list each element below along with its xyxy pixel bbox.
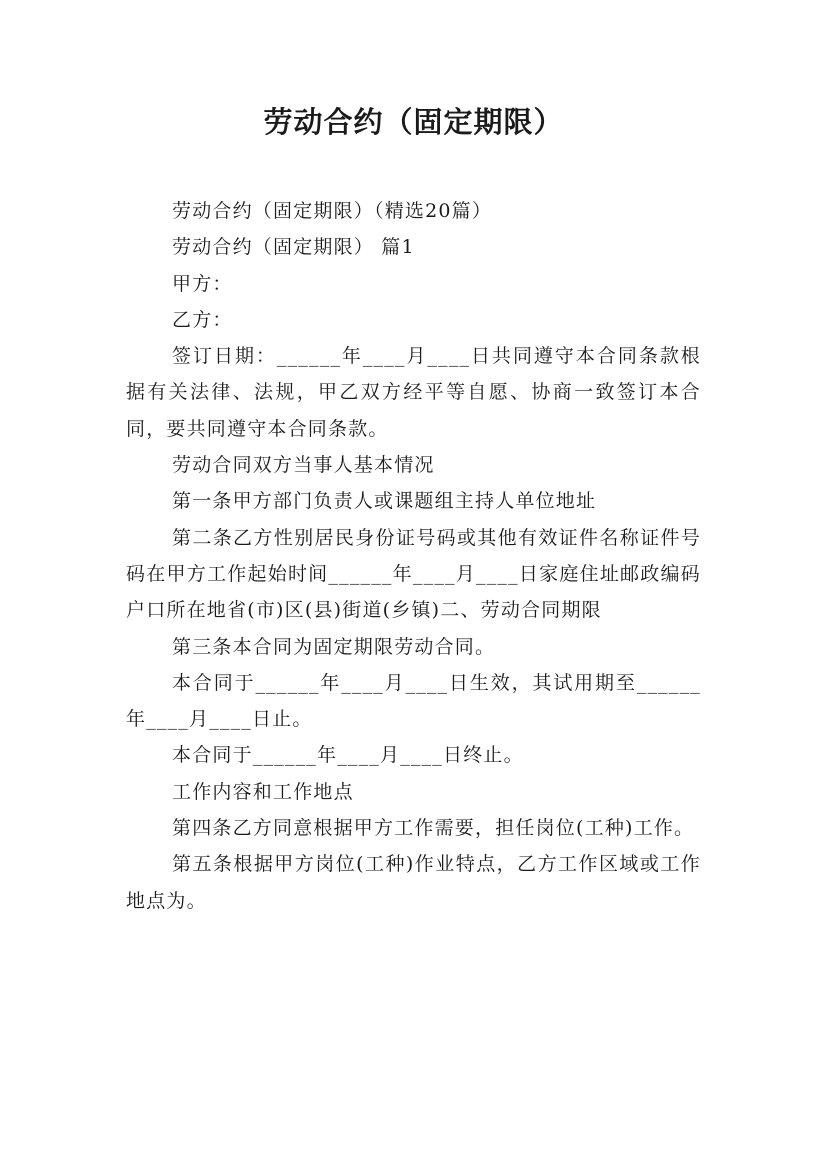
paragraph-basic-info-heading: 劳动合同双方当事人基本情况 [172, 454, 435, 477]
page-title: 劳动合约（固定期限） [263, 105, 564, 139]
paragraph-party-a: 甲方： [172, 272, 233, 295]
paragraph-subtitle: 劳动合约（固定期限）（精选20篇） [172, 200, 493, 222]
paragraph-article-1: 第一条甲方部门负责人或课题组主持人单位地址 [172, 490, 597, 513]
paragraph-article-2: 第二条乙方性别居民身份证号码或其他有效证件名称证件号码在甲方工作起始时间______年____月____日家庭住址邮政编码户口所在地省(市)区(县)街道(乡镇)二、劳动合同期限 [126, 526, 701, 622]
paragraph-effective-date: 本合同于______年____月____日生效，其试用期至______年____月____日止。 [126, 671, 701, 731]
paragraph-work-content-heading: 工作内容和工作地点 [172, 780, 354, 803]
paragraph-termination-date: 本合同于______年____月____日终止。 [172, 744, 524, 767]
paragraph-article-4: 第四条乙方同意根据甲方工作需要，担任岗位(工种)工作。 [172, 817, 695, 840]
paragraph-article-3: 第三条本合同为固定期限劳动合同。 [172, 635, 496, 658]
paragraph-party-b: 乙方： [172, 308, 233, 331]
paragraph-article-5: 第五条根据甲方岗位(工种)作业特点，乙方工作区域或工作地点为。 [126, 853, 701, 912]
paragraph-section-heading: 劳动合约（固定期限） 篇1 [172, 236, 415, 259]
paragraph-signing-date: 签订日期：______年____月____日共同遵守本合同条款根据有关法律、法规，甲乙双方经平等自愿、协商一致签订本合同，要共同遵守本合同条款。 [126, 345, 701, 440]
document-body [126, 193, 701, 919]
